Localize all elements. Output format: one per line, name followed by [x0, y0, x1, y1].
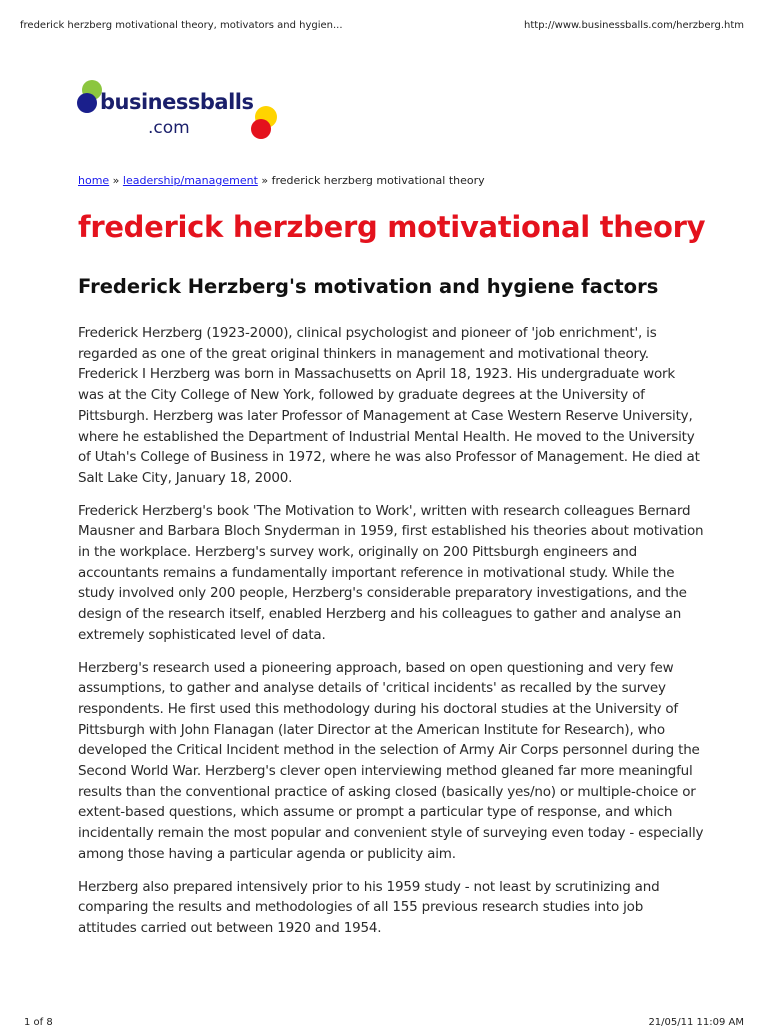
breadcrumb-section-link[interactable]: leadership/management — [122, 174, 258, 187]
paragraph: Frederick Herzberg (1923-2000), clinical psychologist and pioneer of 'job enrichment', is regarded as one of the great original thinkers in management and motivational theory. Frederick I Herzberg was born in Massachusetts on April 18, 1923. His undergraduate work was at the City College of New York, followed by graduate degrees at the University of Pittsburgh. Herzberg was later Professor of Management at Case Western Reserve University, where he established the Department of Industrial Mental Health. He moved to the University of Utah's College of Business in 1972, where he was also Professor of Management. He died at Salt Lake City, January 18, 2000. — [78, 325, 700, 486]
page-subtitle: Frederick Herzberg's motivation and hygiene factors — [78, 275, 659, 298]
breadcrumb-current: frederick herzberg motivational theory — [271, 174, 485, 187]
logo-suffix: .com — [148, 118, 190, 138]
print-footer — [24, 1017, 744, 1029]
breadcrumb-home-link[interactable]: home — [78, 174, 110, 187]
print-header — [20, 20, 744, 34]
page-title: frederick herzberg motivational theory — [78, 210, 706, 244]
paragraph: Frederick Herzberg's book 'The Motivation to Work', written with research colleagues Bernard Mausner and Barbara Bloch Snyderman in 1959, first established his theories about motivation in the workplace. Herzberg's survey work, originally on 200 Pittsburgh engineers and accountants remains a fundamentally important reference in motivational study. While the study involved only 200 people, Herzberg's considerable preparatory investigations, and the design of the research itself, enabled Herzberg and his colleagues to gather and analyse an extremely sophisticated level of data. — [78, 502, 704, 643]
print-url: http://www.businessballs.com/herzberg.htm — [524, 20, 744, 31]
businessballs-logo[interactable] — [76, 78, 286, 148]
breadcrumb-separator: » — [109, 174, 123, 187]
paragraph: Herzberg's research used a pioneering approach, based on open questioning and very few assumptions, to gather and analyse details of 'critical incidents' as recalled by the survey respondents. He first used this methodology during his doctoral studies at the University of Pittsburgh with John Flanagan (later Director at the American Institute for Research), who developed the Critical Incident method in the selection of Army Air Corps personnel during the Second World War. Herzberg's clever open interviewing method gleaned far more meaningful results than the conventional practice of asking closed (basically yes/no) or multiple-choice or extent-based questions, which assume or prompt a particular type of response, and which incidentally remain the most popular and convenient style of surveying even today - especially among those having a particular agenda or publicity aim. — [78, 659, 704, 862]
paragraph: Herzberg also prepared intensively prior to his 1959 study - not least by scrutinizing and comparing the results and methodologies of all 155 previous research studies into job attitudes carried out between 1920 and 1954. — [78, 878, 660, 936]
logo-name: businessballs — [100, 90, 254, 114]
breadcrumb-separator: » — [257, 174, 272, 187]
breadcrumb — [78, 174, 485, 187]
print-page-title: frederick herzberg motivational theory, motivators and hygien... — [20, 20, 343, 31]
print-timestamp: 21/05/11 11:09 AM — [648, 1017, 744, 1028]
print-page-number: 1 of 8 — [24, 1017, 53, 1028]
article-body — [78, 323, 704, 951]
